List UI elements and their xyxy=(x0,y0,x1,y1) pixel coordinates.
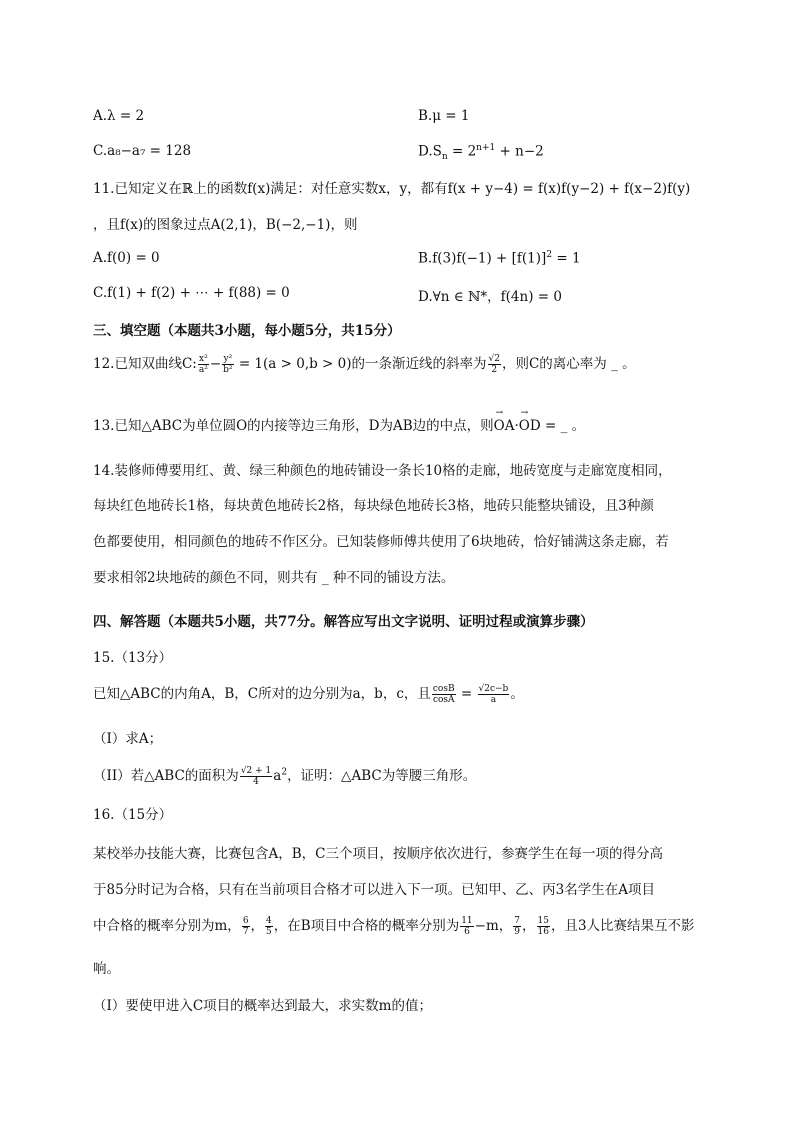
q14-line3: 色都要使用，相同颜色的地砖不作区分。已知装修师傅共使用了6块地砖，恰好铺满这条走廊，若 xyxy=(93,534,669,550)
q12-mid: = 1(a > 0,b > 0)的一条渐近线的斜率为 xyxy=(234,356,487,372)
q15-part2-prefix: （II）若△ABC的面积为 xyxy=(93,768,239,784)
q13-prefix: 13.已知△ABC为单位圆O的内接等边三角形，D为AB边的中点，则 xyxy=(93,418,494,434)
q12-frac-x xyxy=(198,354,209,375)
q16-f4-num: 7 xyxy=(514,916,521,926)
q12-frac2-den: b² xyxy=(223,365,233,375)
q11-line1: 11.已知定义在ℝ上的函数f(x)满足：对任意实数x，y，都有f(x + y−4) = f(x)f(y−2) + f(x−2)f(y) xyxy=(93,181,691,197)
q10-d-sup: n+1 xyxy=(476,143,496,153)
q16-part1: （I）要使甲进入C项目的概率达到最大，求实数m的值； xyxy=(93,998,432,1014)
q14-line2: 每块红色地砖长1格，每块黄色地砖长2格，每块绿色地砖长3格，地砖只能整块铺设，且3种颜 xyxy=(93,498,654,514)
q10-d-mid: = 2 xyxy=(447,143,477,160)
q16-line3 xyxy=(93,914,695,937)
q12-frac3-den: 2 xyxy=(491,365,498,375)
q14-line1: 14.装修师傅要用红、黄、绿三种颜色的地砖铺设一条长10格的走廊，地砖宽度与走廊宽度相同， xyxy=(93,463,672,479)
q12-frac1-num: x² xyxy=(199,354,208,364)
q16-frac-11-6 xyxy=(460,916,473,937)
q16-line3-m: −m， xyxy=(474,918,513,934)
q13-suffix: = _ 。 xyxy=(540,418,586,434)
q16-f5-den: 16 xyxy=(537,927,549,937)
q16-line3-suffix: ，且3人比赛结果互不影 xyxy=(550,918,695,934)
q15-part1: （I）求A； xyxy=(93,731,163,747)
q16-frac-7-9 xyxy=(513,916,521,937)
q16-comma1: ， xyxy=(250,918,265,934)
q11-option-a: A.f(0) = 0 xyxy=(93,250,160,266)
q16-f1-den: 7 xyxy=(242,927,249,937)
q16-f1-num: 6 xyxy=(242,916,249,926)
q16-header: 16.（15分） xyxy=(93,807,173,823)
q16-line3-mid: ，在B项目中合格的概率分别为 xyxy=(273,918,460,934)
q16-f3-den: 6 xyxy=(464,927,470,937)
q10-d-prefix: D.S xyxy=(418,143,442,160)
q12-frac-y xyxy=(222,354,233,375)
q10-option-c: C.a₈−a₇ = 128 xyxy=(93,143,192,159)
q12-suffix: ，则C的离心率为 _ 。 xyxy=(501,356,636,372)
q10-option-d xyxy=(418,143,544,162)
q10-d-suffix: + n−2 xyxy=(495,143,544,160)
q13-vec-oa: → OA xyxy=(494,418,515,434)
q16-f3-num: 11 xyxy=(461,916,473,926)
section4-title: 四、解答题（本题共5小题，共77分。解答应写出文字说明、证明过程或演算步骤） xyxy=(93,614,594,630)
q11-b-main: B.f(3)f(−1) + [f(1)] xyxy=(418,250,547,267)
q15-frac1-den: cosA xyxy=(432,695,455,705)
q15-part2-frac-den: 4 xyxy=(253,777,259,787)
q16-comma2: ， xyxy=(522,918,536,934)
q15-frac-cos xyxy=(432,684,456,705)
q15-stem-suffix: 。 xyxy=(510,686,524,702)
q16-line2: 于85分时记为合格，只有在当前项目合格才可以进入下一项。已知甲、乙、丙3名学生在A项目 xyxy=(93,882,656,898)
q15-stem-prefix: 已知△ABC的内角A，B，C所对的边分别为a，b，c，且 xyxy=(93,686,431,702)
q16-frac-6-7 xyxy=(242,916,250,937)
q12-frac-slope xyxy=(488,354,501,375)
q12-frac1-den: a² xyxy=(198,365,208,375)
q16-frac-15-16 xyxy=(537,916,550,937)
q11-b-end: = 1 xyxy=(552,250,581,267)
q15-part2-frac-num: √2 + 1 xyxy=(240,766,272,776)
q12-frac3-num: √2 xyxy=(488,354,500,364)
q15-frac1-num: cosB xyxy=(432,684,455,694)
q11-b-sup: 2 xyxy=(546,250,553,260)
q15-part2-frac xyxy=(240,766,272,787)
q11-option-b xyxy=(418,250,581,267)
q15-part2-mid: a xyxy=(273,768,282,784)
q11-option-d: D.∀n ∈ ℕ*，f(4n) = 0 xyxy=(418,289,562,305)
q10-d-sub: n xyxy=(441,152,448,163)
q15-part2 xyxy=(93,764,476,787)
q16-f4-den: 9 xyxy=(514,927,521,937)
q16-frac-4-5 xyxy=(265,916,273,937)
q13 xyxy=(93,414,585,434)
q15-header: 15.（13分） xyxy=(93,650,173,666)
q16-f2-num: 4 xyxy=(266,916,272,926)
q11-line2: ，且f(x)的图象过点A(2,1)，B(−2,−1)，则 xyxy=(93,217,358,233)
q13-dot: · xyxy=(514,418,519,434)
q13-vec-od: → OD xyxy=(519,418,541,434)
q10-option-b: B.μ = 1 xyxy=(418,108,470,124)
q16-f5-num: 15 xyxy=(537,916,549,926)
q16-line4: 响。 xyxy=(93,961,120,977)
q16-line3-prefix: 中合格的概率分别为m， xyxy=(93,918,241,934)
section3-title: 三、填空题（本题共3小题，每小题5分，共15分） xyxy=(93,323,401,339)
q15-frac-rhs xyxy=(478,684,510,705)
q15-part2-sup: 2 xyxy=(281,767,288,778)
q12-frac2-num: y² xyxy=(223,354,233,364)
q12-prefix: 12.已知双曲线C: xyxy=(93,356,197,372)
q16-line1: 某校举办技能大赛，比赛包含A，B，C三个项目，按顺序依次进行，参赛学生在每一项的得分高 xyxy=(93,846,663,862)
q10-option-a: A.λ = 2 xyxy=(93,108,145,124)
q12 xyxy=(93,352,636,375)
q15-frac2-den: a xyxy=(490,695,497,705)
q14-line4: 要求相邻2块地砖的颜色不同，则共有 _ 种不同的铺设方法。 xyxy=(93,570,455,586)
q15-eq: = xyxy=(456,686,477,702)
q11-option-c: C.f(1) + f(2) + ⋯ + f(88) = 0 xyxy=(93,285,290,301)
q15-stem xyxy=(93,682,524,705)
q16-f2-den: 5 xyxy=(266,927,272,937)
q15-frac2-num: √2c−b xyxy=(478,684,509,694)
q15-part2-suffix: ，证明：△ABC为等腰三角形。 xyxy=(287,768,477,784)
q12-minus: − xyxy=(209,356,222,372)
